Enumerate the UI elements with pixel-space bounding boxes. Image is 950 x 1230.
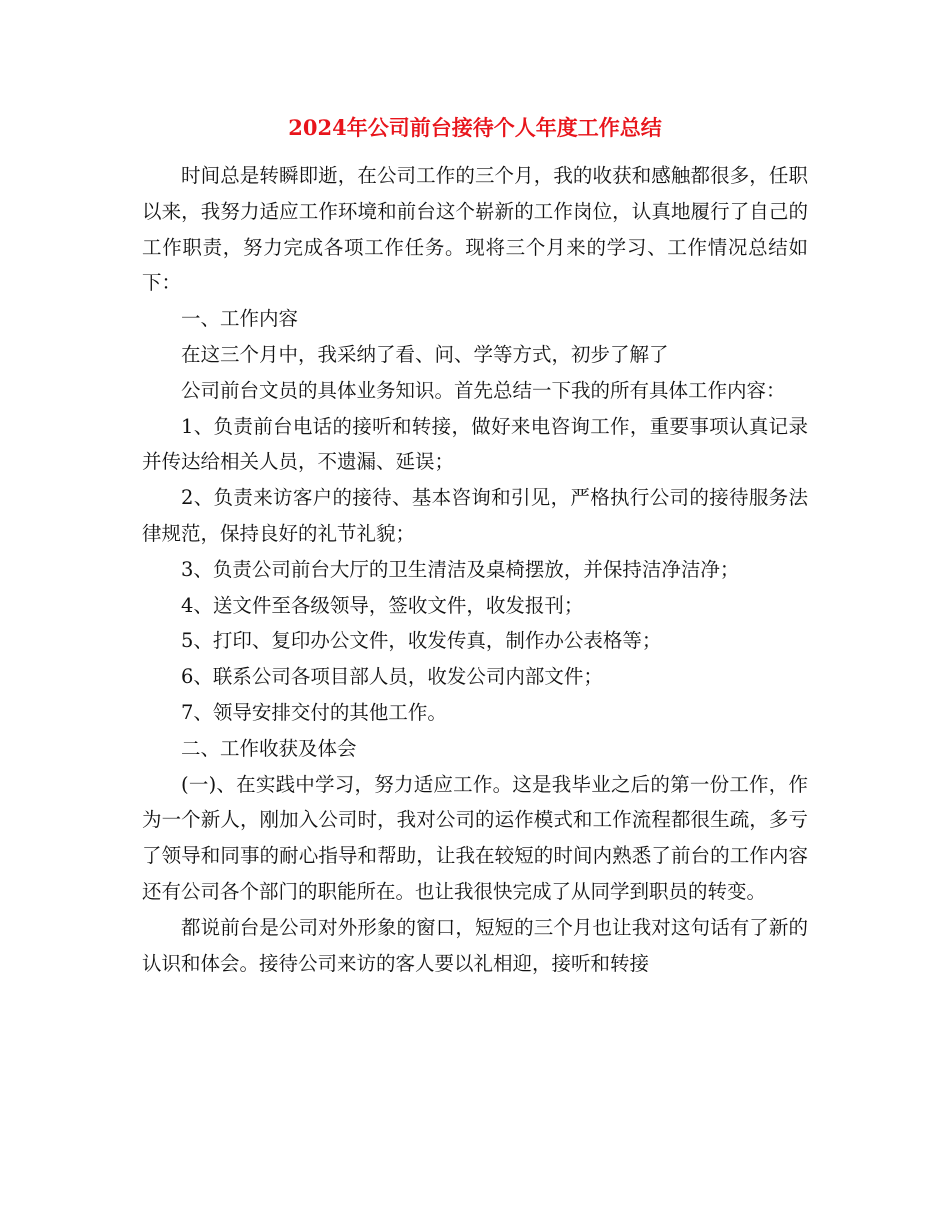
paragraph: 在这三个月中，我采纳了看、问、学等方式，初步了解了 bbox=[181, 342, 669, 366]
document-body bbox=[142, 158, 808, 981]
section-heading-work-content: 一、工作内容 bbox=[181, 307, 299, 331]
paragraph: 公司前台文员的具体业务知识。首先总结一下我的所有具体工作内容： bbox=[181, 378, 786, 402]
list-item: 4、送文件至各级领导，签收文件，收发报刊； bbox=[181, 593, 584, 617]
list-item: 1、负责前台电话的接听和转接，做好来电咨询工作，重要事项认真记录并传达给相关人员，不遗漏、延误； bbox=[142, 414, 808, 474]
paragraph: 都说前台是公司对外形象的窗口，短短的三个月也让我对这句话有了新的认识和体会。接待公司来访的客人要以礼相迎，接听和转接 bbox=[142, 915, 808, 975]
list-item: 2、负责来访客户的接待、基本咨询和引见，严格执行公司的接待服务法律规范，保持良好的礼节礼貌； bbox=[142, 486, 808, 545]
section-heading-gains: 二、工作收获及体会 bbox=[181, 736, 357, 760]
list-item: 6、联系公司各项目部人员，收发公司内部文件； bbox=[181, 665, 603, 689]
paragraph: (一)、在实践中学习，努力适应工作。这是我毕业之后的第一份工作，作为一个新人，刚加入公司时，我对公司的运作模式和工作流程都很生疏，多亏了领导和同事的耐心指导和帮助，让我在较短的时间内熟悉了前台的工作内容还有公司各个部门的职能所在。也让我很快完成了从同学到职员的转变。 bbox=[142, 772, 808, 903]
paragraph-intro: 时间总是转瞬即逝，在公司工作的三个月，我的收获和感触都很多，任职以来，我努力适应工作环境和前台这个崭新的工作岗位，认真地履行了自己的工作职责，努力完成各项工作任务。现将三个月来的学习、工作情况总结如下： bbox=[142, 164, 808, 295]
list-item: 3、负责公司前台大厅的卫生清洁及桌椅摆放，并保持洁净洁净； bbox=[181, 557, 740, 581]
list-item: 7、领导安排交付的其他工作。 bbox=[181, 700, 447, 724]
document-title: 2024年公司前台接待个人年度工作总结 bbox=[288, 115, 662, 140]
list-item: 5、打印、复印办公文件，收发传真，制作办公表格等； bbox=[181, 629, 662, 653]
